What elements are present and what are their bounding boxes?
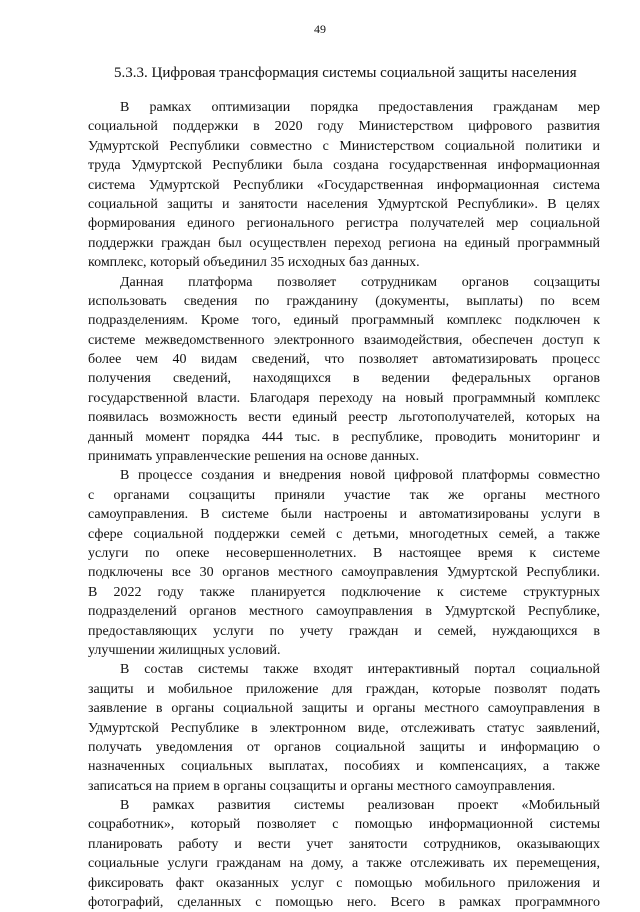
text-line: подключены все 30 органов местного самоуправления Удмуртской Республики. bbox=[88, 565, 600, 581]
text-line: Удмуртской Республике в электронном виде, отслеживать статус заявлений, bbox=[88, 720, 600, 736]
text-line: системе межведомственного электронного взаимодействия, обеспечен доступ к bbox=[88, 332, 600, 348]
text-line: В рамках оптимизации порядка предоставления гражданам мер bbox=[120, 100, 600, 115]
text-line: самоуправления. В системе были настроены и автоматизированы услуги в bbox=[88, 507, 600, 523]
text-line: планировать работу и вести учет занятости сотрудников, оказывающих bbox=[88, 836, 600, 852]
text-line: В процессе создания и внедрения новой цифровой платформы совместно bbox=[120, 468, 600, 484]
text-line: В состав системы также входят интерактивный портал социальной bbox=[120, 662, 600, 678]
text-line: формирования единого регионального регистра получателей мер социальной bbox=[88, 216, 600, 232]
text-line: В рамках развития системы реализован проект «Мобильный bbox=[120, 798, 600, 814]
text-line: появилась возможность вести единый реестр льготополучателей, которых на bbox=[88, 410, 600, 426]
body-text bbox=[88, 98, 600, 912]
text-line: система Удмуртской Республики «Государственная информационная система bbox=[88, 177, 600, 193]
text-line: услуги по опеке несовершеннолетних. В настоящее время к системе bbox=[88, 545, 600, 561]
text-line: данный момент порядка 444 тыс. в республике, проводить мониторинг и bbox=[88, 429, 600, 445]
text-line: защиты и мобильное приложение для граждан, которые позволят подать bbox=[88, 681, 600, 697]
text-line: социальной поддержки в 2020 году Министерством цифрового развития bbox=[88, 119, 600, 135]
text-line: улучшении жилищных условий. bbox=[88, 642, 281, 658]
text-line: назначенных социальных выплатах, пособиях и компенсациях, а также bbox=[88, 759, 600, 775]
text-line: соцработник», который позволяет с помощью информационной системы bbox=[88, 817, 600, 833]
text-line: принимать управленческие решения на основе данных. bbox=[88, 449, 420, 465]
text-line: Удмуртской Республики совместно с Министерством социальной политики и bbox=[88, 138, 600, 154]
text-line: с органами соцзащиты приняли участие так же органы местного bbox=[88, 487, 600, 503]
text-line: фотографий, сделанных с помощью него. Всего в рамках программного bbox=[88, 895, 600, 911]
text-line: Данная платформа позволяет сотрудникам органов соцзащиты bbox=[120, 274, 600, 290]
text-line: получать уведомления от органов социальной защиты и информацию о bbox=[88, 739, 600, 755]
text-line: фиксировать факт оказанных услуг с помощью мобильного приложения и bbox=[88, 875, 600, 891]
text-line: социальной защиты и занятости населения Удмуртской Республики». В целях bbox=[88, 196, 600, 212]
text-line: получения сведений, находящихся в ведении федеральных органов bbox=[88, 371, 600, 387]
text-line: В 2022 году также планируется подключение к системе структурных bbox=[88, 584, 600, 600]
text-line: поддержки граждан был осуществлен переход региона на единый программный bbox=[88, 235, 600, 251]
page-number: 49 bbox=[314, 22, 326, 36]
text-line: записаться на прием в органы соцзащиты и органы местного самоуправления. bbox=[88, 778, 556, 794]
text-line: предоставляющих услуги по учету граждан и семей, нуждающихся в bbox=[88, 623, 600, 639]
text-line: труда Удмуртской Республики была создана государственная информационная bbox=[88, 158, 600, 174]
text-line: государственной власти. Благодаря переходу на новый программный комплекс bbox=[88, 390, 600, 406]
text-line: использовать сведения по гражданину (документы, выплаты) по всем bbox=[88, 293, 600, 309]
text-line: сфере социальной поддержки семей с детьми, многодетных семей, а также bbox=[88, 526, 600, 542]
text-line: социальные услуги гражданам на дому, а также отслеживать их перемещения, bbox=[88, 856, 600, 872]
text-line: подразделений органов местного самоуправления в Удмуртской Республике, bbox=[88, 604, 600, 620]
text-line: более чем 40 видам сведений, что позволяет автоматизировать процесс bbox=[88, 352, 600, 368]
text-line: заявление в органы социальной защиты и органы местного самоуправления в bbox=[88, 701, 600, 717]
section-heading: 5.3.3. Цифровая трансформация системы социальной защиты населения bbox=[114, 65, 577, 81]
text-line: комплекс, который объединил 35 исходных баз данных. bbox=[88, 255, 420, 271]
text-line: подразделениям. Кроме того, единый программный комплекс подключен к bbox=[88, 313, 600, 329]
